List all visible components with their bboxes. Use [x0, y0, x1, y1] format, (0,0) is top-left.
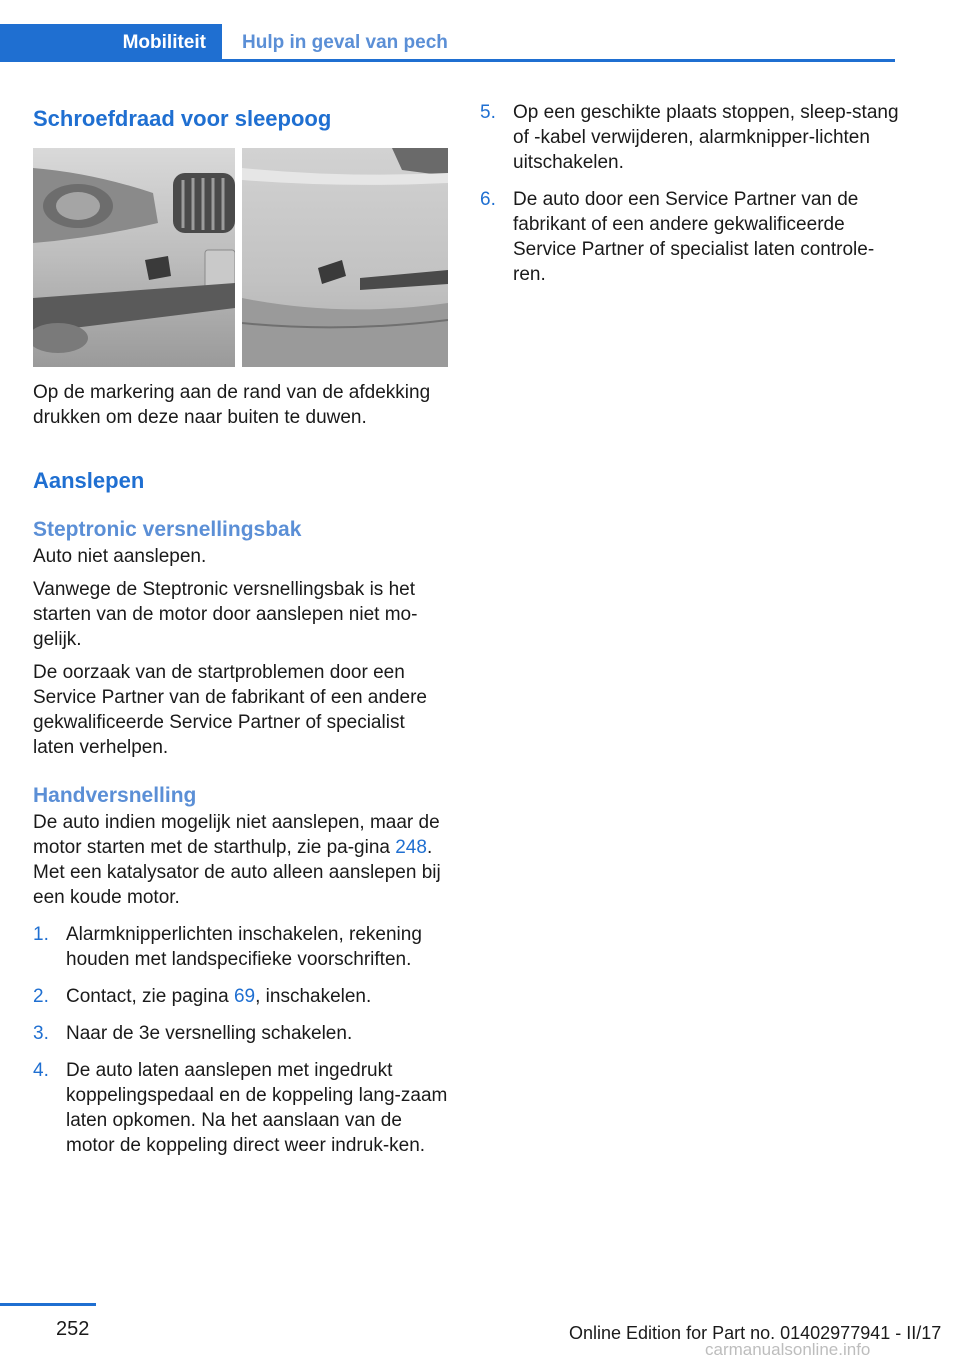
right-column [480, 100, 900, 299]
steptronic-heading: Steptronic versnellingsbak [33, 518, 302, 541]
step-text: Op een geschikte plaats stoppen, sleep-stang of -kabel verwijderen, alarmknipper-lichten uitschakelen. [513, 102, 899, 173]
manual-text-before: De auto indien mogelijk niet aanslepen, maar de motor starten met de starthulp, zie pa-gina [33, 812, 440, 858]
step-text-after: , inschakelen. [255, 986, 372, 1007]
steps-list-left [33, 922, 448, 1158]
step-number: 5. [480, 102, 496, 123]
image-caption: Op de markering aan de rand van de afdekking drukken om deze naar buiten te duwen. [33, 382, 431, 428]
list-item [480, 187, 900, 287]
footer-rule [0, 1303, 96, 1306]
watermark: carmanualsonline.info [705, 1340, 871, 1359]
list-item [480, 100, 900, 175]
tab-hulp-in-geval-van-pech[interactable]: Hulp in geval van pech [242, 32, 448, 53]
front-bumper-photo [33, 148, 235, 367]
step-text: Naar de 3e versnelling schakelen. [66, 1023, 353, 1044]
section-title: Schroefdraad voor sleepoog [33, 106, 332, 131]
list-item [33, 1021, 448, 1046]
step-number: 2. [33, 986, 49, 1007]
tow-eye-photo [33, 148, 448, 367]
step-text-before: Contact, zie pagina [66, 986, 234, 1007]
step-text: De auto door een Service Partner van de fabrikant of een andere gekwalificeerde Service Partner of specialist laten controle-ren. [513, 189, 875, 285]
rear-bumper-photo [242, 148, 448, 367]
manual-text-after: . Met een katalysator de auto alleen aanslepen bij een koude motor. [33, 837, 441, 908]
towing-heading: Aanslepen [33, 468, 145, 493]
tab-mobiliteit[interactable]: Mobiliteit [0, 24, 222, 62]
page-number: 252 [56, 1318, 90, 1340]
step-text: Alarmknipperlichten inschakelen, rekening houden met landspecifieke voorschriften. [66, 924, 422, 970]
steps-list-right [480, 100, 900, 287]
edition-text: Online Edition for Part no. 01402977941 - II/17 [569, 1323, 942, 1343]
steptronic-paragraph-2: Vanwege de Steptronic versnellingsbak is het starten van de motor door aanslepen niet mo-gelijk. [33, 579, 418, 650]
list-item [33, 922, 448, 972]
manual-paragraph [33, 810, 448, 910]
list-item [33, 1058, 448, 1158]
steptronic-paragraph-1: Auto niet aanslepen. [33, 546, 207, 567]
left-column [33, 100, 448, 1170]
step-number: 3. [33, 1023, 49, 1044]
list-item [33, 984, 448, 1009]
step-text: De auto laten aanslepen met ingedrukt koppelingspedaal en de koppeling lang-zaam laten opkomen. Na het aanslaan van de motor de koppeling direct weer indruk-ken. [66, 1060, 448, 1156]
step-number: 1. [33, 924, 49, 945]
steptronic-paragraph-3: De oorzaak van de startproblemen door een Service Partner van de fabrikant of een andere gekwalificeerde Service Partner of specialist laten verhelpen. [33, 662, 427, 758]
page-link-248[interactable]: 248 [395, 837, 427, 858]
page-link-69[interactable]: 69 [233, 986, 256, 1007]
step-number: 6. [480, 189, 496, 210]
manual-heading: Handversnelling [33, 784, 197, 807]
step-number: 4. [33, 1060, 49, 1081]
